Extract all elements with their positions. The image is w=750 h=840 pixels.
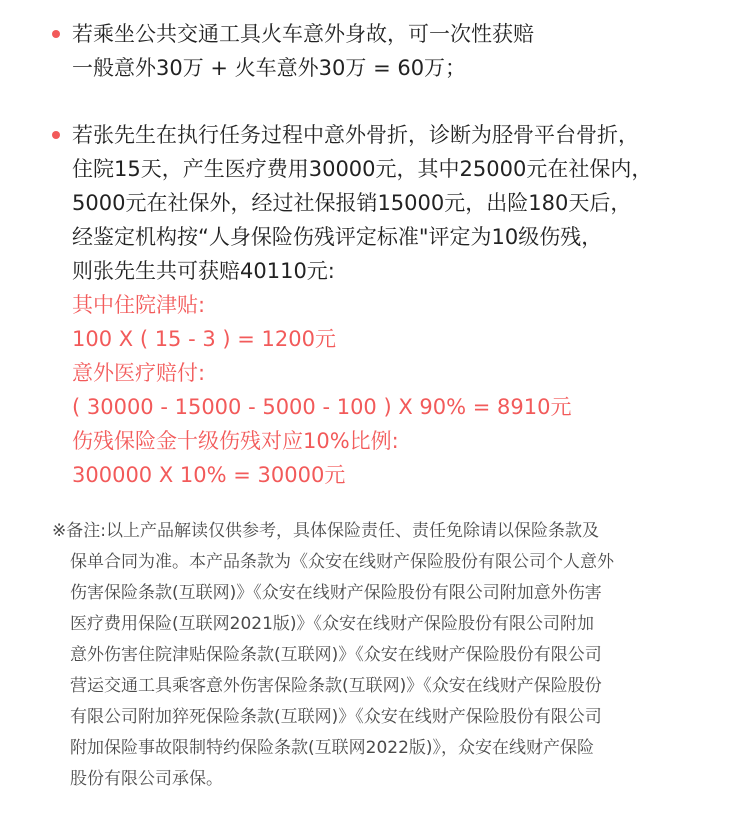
bullet-dot: [52, 30, 60, 38]
example-text: [72, 118, 732, 492]
example-line: 住院15天，产生医疗费用30000元，其中25000元在社保内，: [72, 157, 653, 181]
note-line: 附加保险事故限制特约保险条款(互联网2022版)》，众安在线财产保险: [70, 738, 595, 758]
example-line: 若张先生在执行任务过程中意外骨折，诊断为胫骨平台骨折，: [72, 123, 639, 147]
breakdown-formula-disability: 300000 X 10% = 30000元: [72, 463, 346, 487]
breakdown-heading-hospital-allowance: 其中住院津贴:: [72, 293, 206, 317]
example-line: 则张先生共可获赔40110元:: [72, 259, 335, 283]
note-line: 营运交通工具乘客意外伤害保险条款(互联网)》《众安在线财产保险股份: [70, 676, 602, 696]
claim-example-1: [52, 17, 732, 85]
note-line: ※备注:以上产品解读仅供参考，具体保险责任、责任免除请以保险条款及: [52, 521, 599, 541]
breakdown-formula-medical: ( 30000 - 15000 - 5000 - 100 ) X 90% = 8910元: [72, 395, 572, 419]
example-line: 一般意外30万 + 火车意外30万 = 60万；: [72, 56, 467, 80]
note-line: 意外伤害住院津贴保险条款(互联网)》《众安在线财产保险股份有限公司: [70, 645, 602, 665]
disclaimer-note: [52, 516, 732, 795]
note-line: 保单合同为准。本产品条款为《众安在线财产保险股份有限公司个人意外: [70, 552, 614, 572]
breakdown-heading-medical: 意外医疗赔付:: [72, 361, 206, 385]
note-line: 医疗费用保险(互联网2021版)》《众安在线财产保险股份有限公司附加: [70, 614, 595, 634]
example-line: 若乘坐公共交通工具火车意外身故，可一次性获赔: [72, 22, 534, 46]
breakdown-formula-hospital-allowance: 100 X ( 15 - 3 ) = 1200元: [72, 327, 336, 351]
breakdown-heading-disability: 伤残保险金十级伤残对应10%比例:: [72, 429, 399, 453]
bullet-dot: [52, 131, 60, 139]
note-line: 伤害保险条款(互联网)》《众安在线财产保险股份有限公司附加意外伤害: [70, 583, 602, 603]
claim-example-2: [52, 118, 732, 492]
example-text: [72, 17, 732, 85]
example-line: 5000元在社保外，经过社保报销15000元，出险180天后，: [72, 191, 632, 215]
example-line: 经鉴定机构按“人身保险伤残评定标准"评定为10级伤残，: [72, 225, 603, 249]
note-line: 有限公司附加猝死保险条款(互联网)》《众安在线财产保险股份有限公司: [70, 707, 602, 727]
note-line: 股份有限公司承保。: [70, 769, 223, 789]
